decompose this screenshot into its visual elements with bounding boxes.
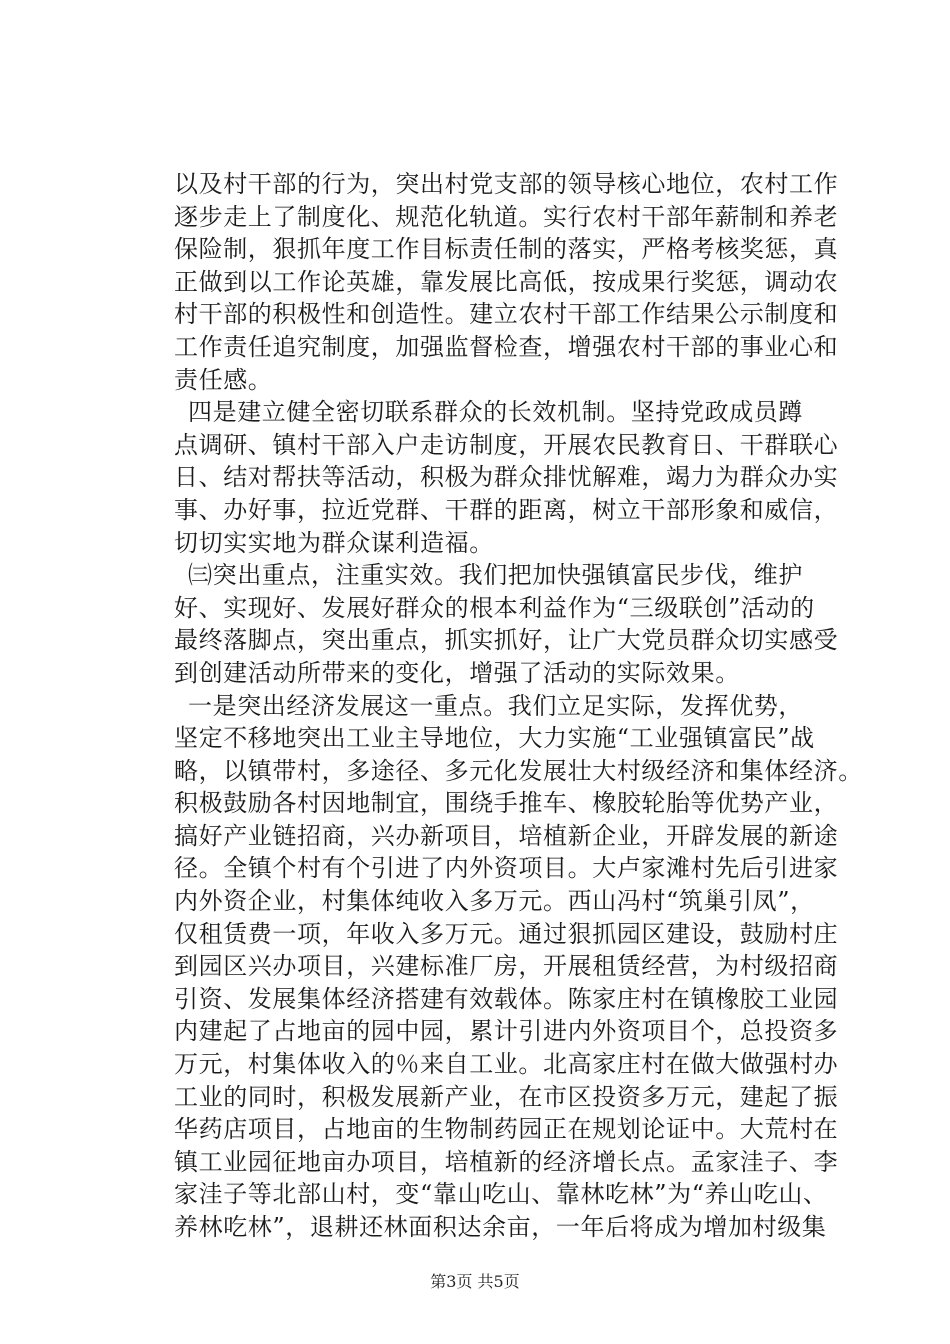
text-line: 坚定不移地突出工业主导地位，大力实施“工业强镇富民”战 bbox=[174, 724, 815, 753]
text-line: 责任感。 bbox=[174, 365, 273, 394]
text-line: 积极鼓励各村因地制宜，围绕手推车、橡胶轮胎等优势产业， bbox=[174, 789, 839, 818]
text-line: ㈢突出重点，注重实效。我们把加快强镇富民步伐，维护 bbox=[188, 561, 803, 590]
text-line: 略，以镇带村，多途径、多元化发展壮大村级经济和集体经济。 bbox=[174, 756, 863, 785]
text-line: 仅租赁费一项，年收入多万元。通过狠抓园区建设，鼓励村庄 bbox=[174, 919, 839, 948]
text-line: 逐步走上了制度化、规范化轨道。实行农村干部年薪制和养老 bbox=[174, 202, 839, 231]
text-line: 四是建立健全密切联系群众的长效机制。坚持党政成员蹲 bbox=[188, 398, 803, 427]
text-line: 华药店项目，占地亩的生物制药园正在规划论证中。大荒村在 bbox=[174, 1115, 839, 1144]
text-line: 到创建活动所带来的变化，增强了活动的实际效果。 bbox=[174, 658, 740, 687]
text-line: 到园区兴办项目，兴建标准厂房，开展租赁经营，为村级招商 bbox=[174, 952, 839, 981]
document-body bbox=[174, 168, 863, 1244]
text-line: 内外资企业，村集体纯收入多万元。西山冯村“筑巢引凤”， bbox=[174, 887, 815, 916]
text-line: 日、结对帮扶等活动，积极为群众排忧解难，竭力为群众办实 bbox=[174, 463, 839, 492]
text-line: 径。全镇个村有个引进了内外资项目。大卢家滩村先后引进家 bbox=[174, 854, 839, 883]
text-line: 搞好产业链招商，兴办新项目，培植新企业，开辟发展的新途 bbox=[174, 821, 839, 850]
text-line: 一是突出经济发展这一重点。我们立足实际，发挥优势， bbox=[188, 691, 803, 720]
text-line: 养林吃林”，退耕还林面积达余亩，一年后将成为增加村级集 bbox=[174, 1213, 827, 1241]
text-line: 内建起了占地亩的园中园，累计引进内外资项目个，总投资多 bbox=[174, 1017, 839, 1046]
text-line: 家洼子等北部山村，变“靠山吃山、靠林吃林”为“养山吃山、 bbox=[174, 1180, 828, 1209]
text-line: 以及村干部的行为，突出村党支部的领导核心地位，农村工作 bbox=[174, 170, 839, 198]
page-footer: 第3页 共5页 bbox=[430, 1272, 520, 1291]
text-line: 村干部的积极性和创造性。建立农村干部工作结果公示制度和 bbox=[174, 300, 839, 329]
text-line: 工作责任追究制度，加强监督检查，增强农村干部的事业心和 bbox=[174, 332, 839, 361]
text-line: 镇工业园征地亩办项目，培植新的经济增长点。孟家洼子、李 bbox=[174, 1147, 839, 1176]
text-line: 事、办好事，拉近党群、干群的距离，树立干部形象和威信， bbox=[174, 495, 839, 524]
text-line: 引资、发展集体经济搭建有效载体。陈家庄村在镇橡胶工业园 bbox=[174, 984, 839, 1013]
text-line: 万元，村集体收入的％来自工业。北高家庄村在做大做强村办 bbox=[174, 1050, 839, 1079]
text-line: 工业的同时，积极发展新产业，在市区投资多万元，建起了振 bbox=[174, 1082, 839, 1111]
text-line: 保险制，狠抓年度工作目标责任制的落实，严格考核奖惩，真 bbox=[174, 235, 839, 264]
text-line: 最终落脚点，突出重点，抓实抓好，让广大党员群众切实感受 bbox=[174, 626, 839, 655]
text-line: 正做到以工作论英雄，靠发展比高低，按成果行奖惩，调动农 bbox=[174, 267, 839, 296]
text-line: 点调研、镇村干部入户走访制度，开展农民教育日、干群联心 bbox=[174, 430, 839, 459]
text-line: 好、实现好、发展好群众的根本利益作为“三级联创”活动的 bbox=[174, 593, 815, 622]
text-line: 切切实实地为群众谋利造福。 bbox=[174, 528, 494, 557]
